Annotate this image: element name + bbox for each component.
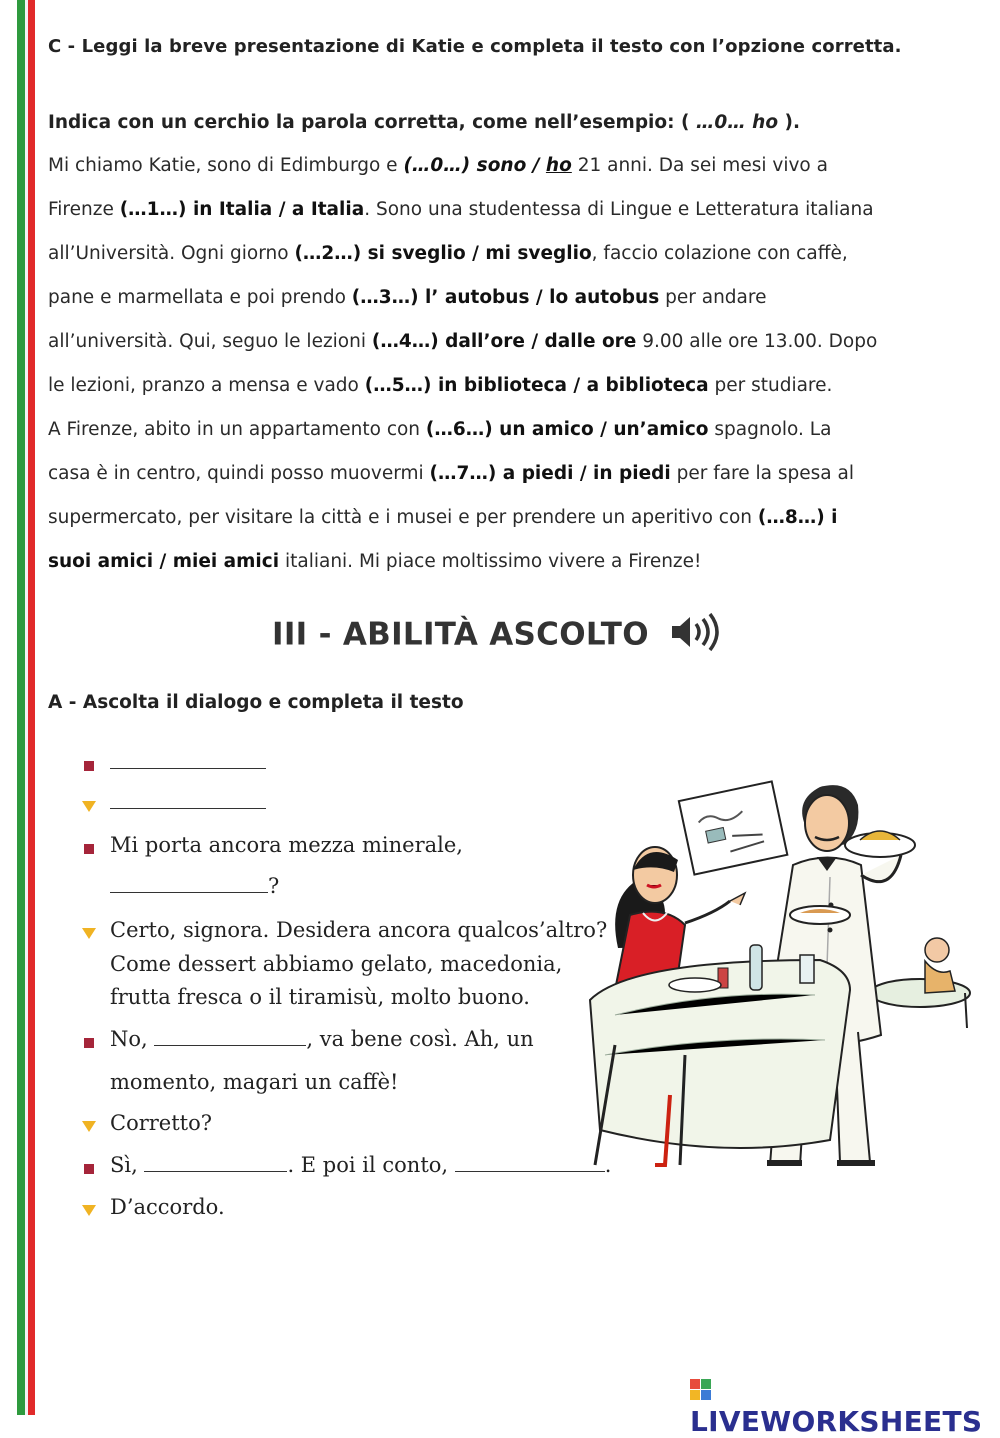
answer-blank[interactable] bbox=[144, 1170, 287, 1172]
dialogue-line-7: frutta fresca o il tiramisù, molto buono. bbox=[110, 985, 530, 1009]
choice-3[interactable]: (…3…) l’ autobus / lo autobus bbox=[351, 287, 660, 308]
dialogue-line-2 bbox=[110, 790, 266, 814]
flag-stripe-green bbox=[17, 0, 25, 1415]
choice-4[interactable]: (…4…) dall’ore / dalle ore bbox=[371, 331, 637, 352]
answer-blank[interactable] bbox=[110, 767, 266, 769]
section-iii-heading: III - ABILITÀ ASCOLTO bbox=[0, 612, 1000, 660]
speaker-b-marker bbox=[82, 1121, 96, 1132]
speaker-a-marker bbox=[84, 844, 94, 854]
liveworksheets-logo: LIVEWORKSHEETS bbox=[690, 1372, 1000, 1438]
answer-blank[interactable] bbox=[110, 891, 268, 893]
choice-7[interactable]: (…7…) a piedi / in piedi bbox=[429, 463, 671, 484]
dialogue-line-12: D’accordo. bbox=[110, 1195, 225, 1219]
choice-6[interactable]: (…6…) un amico / un’amico bbox=[425, 419, 709, 440]
section-c-instruction: Indica con un cerchio la parola corretta, come nell’esempio: ( …0… ho ). bbox=[48, 112, 800, 133]
choice-8[interactable]: suoi amici / miei amici bbox=[48, 551, 280, 572]
speaker-a-marker bbox=[84, 1038, 94, 1048]
dialogue-line-6: Come dessert abbiamo gelato, macedonia, bbox=[110, 952, 563, 976]
paragraph-line: le lezioni, pranzo a mensa e vado (…5…) in biblioteca / a biblioteca per studiare. bbox=[48, 375, 833, 396]
speaker-b-marker bbox=[82, 801, 96, 812]
speaker-a-marker bbox=[84, 1164, 94, 1174]
speaker-icon[interactable] bbox=[668, 612, 728, 660]
dialogue-line-8: No, , va bene così. Ah, un bbox=[110, 1027, 534, 1051]
flag-stripe-red bbox=[28, 0, 35, 1415]
paragraph-line: suoi amici / miei amici italiani. Mi piace moltissimo vivere a Firenze! bbox=[48, 551, 702, 572]
paragraph-line: supermercato, per visitare la città e i musei e per prendere un aperitivo con (…8…) i bbox=[48, 507, 838, 528]
choice-1[interactable]: (…1…) in Italia / a Italia bbox=[119, 199, 365, 220]
speaker-a-marker bbox=[84, 761, 94, 771]
speaker-b-marker bbox=[82, 928, 96, 939]
section-a-title: A - Ascolta il dialogo e completa il testo bbox=[48, 692, 464, 713]
dialogue-line-3: Mi porta ancora mezza minerale, bbox=[110, 833, 463, 857]
dialogue-line-10: Corretto? bbox=[110, 1111, 212, 1135]
dialogue-line-5: Certo, signora. Desidera ancora qualcos’altro? bbox=[110, 918, 608, 942]
example-answer: ho bbox=[545, 155, 572, 176]
paragraph-line: all’Università. Ogni giorno (…2…) si sveglio / mi sveglio, faccio colazione con caffè, bbox=[48, 243, 848, 264]
section-c-title: C - Leggi la breve presentazione di Katie e completa il testo con l’opzione corretta. bbox=[48, 36, 902, 57]
dialogue-line-4: ? bbox=[110, 874, 279, 898]
paragraph-line: casa è in centro, quindi posso muovermi (…7…) a piedi / in piedi per fare la spesa al bbox=[48, 463, 854, 484]
paragraph-line: Firenze (…1…) in Italia / a Italia. Sono una studentessa di Lingue e Letteratura italiana bbox=[48, 199, 874, 220]
answer-blank[interactable] bbox=[154, 1044, 306, 1046]
paragraph-line: Mi chiamo Katie, sono di Edimburgo e (…0…) sono / ho 21 anni. Da sei mesi vivo a bbox=[48, 155, 828, 176]
choice-8-start[interactable]: (…8…) i bbox=[757, 507, 838, 528]
paragraph-line: all’università. Qui, seguo le lezioni (…4…) dall’ore / dalle ore 9.00 alle ore 13.00. Dopo bbox=[48, 331, 878, 352]
dialogue-line-9: momento, magari un caffè! bbox=[110, 1070, 399, 1094]
answer-blank[interactable] bbox=[110, 807, 266, 809]
restaurant-illustration bbox=[575, 765, 975, 1185]
paragraph-line: pane e marmellata e poi prendo (…3…) l’ autobus / lo autobus per andare bbox=[48, 287, 767, 308]
dialogue-line-11: Sì, . E poi il conto, . bbox=[110, 1153, 612, 1177]
choice-5[interactable]: (…5…) in biblioteca / a biblioteca bbox=[364, 375, 709, 396]
speaker-b-marker bbox=[82, 1205, 96, 1216]
choice-2[interactable]: (…2…) si sveglio / mi sveglio bbox=[294, 243, 592, 264]
dialogue-line-1 bbox=[110, 750, 266, 774]
paragraph-line: A Firenze, abito in un appartamento con (…6…) un amico / un’amico spagnolo. La bbox=[48, 419, 832, 440]
liveworksheets-icon bbox=[690, 1379, 712, 1401]
